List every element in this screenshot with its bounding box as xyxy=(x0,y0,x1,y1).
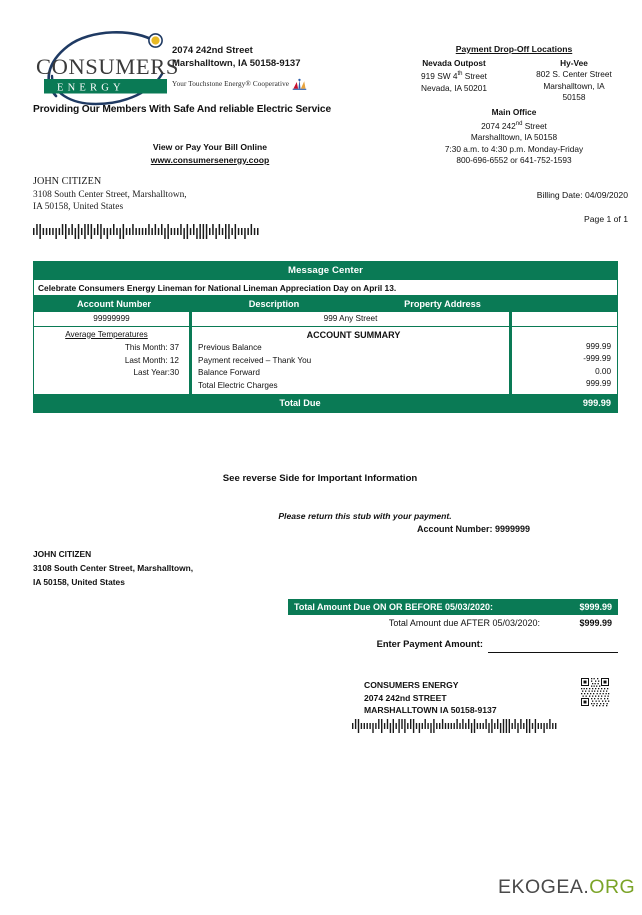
summary-amount-previous-balance: 999.99 xyxy=(585,341,611,351)
account-summary-header: ACCOUNT SUMMARY xyxy=(306,329,401,340)
main-office-street: 2074 242nd Street xyxy=(481,120,547,131)
remit-city-state-zip: MARSHALLTOWN IA 50158-9137 xyxy=(364,705,497,715)
summary-label-total-electric-charges: Total Electric Charges xyxy=(198,380,278,390)
customer-address-line1: 3108 South Center Street, Marshalltown, xyxy=(33,189,187,200)
pay-online-block xyxy=(95,141,325,167)
cell-account-number: 99999999 xyxy=(34,312,192,326)
message-center-title: Message Center xyxy=(34,262,617,279)
pay-online-url-link[interactable]: www.consumersenergy.coop xyxy=(150,155,270,165)
company-address xyxy=(172,44,352,70)
main-office-city: Marshalltown, IA 50158 xyxy=(470,131,558,142)
due-after-label: Total Amount due AFTER 05/03/2020: xyxy=(388,617,540,628)
summary-label-previous-balance: Previous Balance xyxy=(198,343,262,352)
dropoff-hyvee-city: Marshalltown, IA xyxy=(543,80,605,91)
page-number: Page 1 of 1 xyxy=(584,214,628,224)
account-summary-amounts xyxy=(512,327,617,395)
cell-property-address: 999 Any Street xyxy=(192,312,512,326)
cell-spacer xyxy=(512,312,617,326)
column-header-account-number: Account Number xyxy=(76,298,152,309)
dropoff-hyvee-street: 802 S. Center Street xyxy=(536,69,612,80)
average-temperatures-panel xyxy=(34,327,192,395)
stub-customer-address-line1: 3108 South Center Street, Marshalltown, xyxy=(33,563,194,573)
temperature-last-year: Last Year:30 xyxy=(133,368,179,377)
table-header-row xyxy=(34,296,617,312)
column-header-description: Description xyxy=(248,298,300,309)
total-due-row xyxy=(34,394,617,412)
touchstone-label: Your Touchstone Energy® Cooperative xyxy=(172,80,290,88)
enter-payment-amount-label: Enter Payment Amount: xyxy=(376,638,483,649)
customer-address-line2: IA 50158, United States xyxy=(33,202,124,213)
remit-company-name: CONSUMERS ENERGY xyxy=(364,680,459,690)
stub-customer-address-line2: IA 50158, United States xyxy=(33,577,125,587)
return-stub-note: Please return this stub with your payment. xyxy=(278,511,452,521)
qr-code xyxy=(580,677,610,707)
due-before-label: Total Amount Due ON OR BEFORE 05/03/2020: xyxy=(294,601,494,612)
intelligent-mail-barcode-top xyxy=(33,222,259,242)
main-office-hours: 7:30 a.m. to 4:30 p.m. Monday-Friday xyxy=(444,143,584,154)
total-due-label: Total Due xyxy=(279,398,321,408)
company-tagline: Providing Our Members With Safe And reliable Electric Service xyxy=(33,104,332,115)
main-office-phone: 800-696-6552 or 641-752-1593 xyxy=(456,155,572,166)
customer-name: JOHN CITIZEN xyxy=(33,176,102,187)
dropoff-title: Payment Drop-Off Locations xyxy=(455,44,573,54)
stub-customer-name: JOHN CITIZEN xyxy=(33,549,92,559)
summary-amount-payment-received: -999.99 xyxy=(583,354,611,363)
billing-date: Billing Date: 04/09/2020 xyxy=(536,190,628,200)
svg-text:CONSUMERS: CONSUMERS xyxy=(36,54,179,79)
dropoff-location-nevada xyxy=(400,58,508,104)
summary-label-balance-forward: Balance Forward xyxy=(198,368,260,377)
dropoff-main-office xyxy=(400,107,628,167)
enter-payment-amount-field[interactable] xyxy=(488,652,618,653)
company-address-line1: 2074 242nd Street xyxy=(172,45,253,56)
customer-address-block xyxy=(33,176,293,214)
touchstone-energy-cooperative-logo xyxy=(172,73,307,95)
message-center-message: Celebrate Consumers Energy Lineman for National Lineman Appreciation Day on April 13. xyxy=(34,279,617,296)
dropoff-location-hyvee xyxy=(520,58,628,104)
dropoff-hyvee-name: Hy-Vee xyxy=(560,57,588,68)
stub-customer-address-block xyxy=(33,547,293,589)
touchstone-mark-icon xyxy=(292,75,307,93)
main-office-name: Main Office xyxy=(491,106,537,117)
total-amount-due-after-row xyxy=(288,615,618,631)
account-summary-labels xyxy=(192,327,512,395)
dropoff-hyvee-zip: 50158 xyxy=(562,92,586,103)
payment-dropoff-locations xyxy=(400,44,628,167)
svg-text:ENERGY: ENERGY xyxy=(57,82,125,94)
remittance-address-block xyxy=(364,679,574,717)
company-address-line2: Marshalltown, IA 50158-9137 xyxy=(172,58,301,69)
ekogea-watermark xyxy=(498,876,635,899)
message-center-table xyxy=(33,261,618,413)
dropoff-nevada-name: Nevada Outpost xyxy=(422,57,486,68)
due-after-amount: $999.99 xyxy=(579,617,612,628)
dropoff-nevada-street: 919 SW 4th Street xyxy=(421,70,487,81)
stub-account-number: Account Number: 9999999 xyxy=(416,524,530,534)
due-before-amount: $999.99 xyxy=(579,601,612,612)
intelligent-mail-barcode-stub xyxy=(352,717,558,735)
table-row xyxy=(34,312,617,327)
watermark-part1: EKOGEA. xyxy=(498,876,590,898)
average-temperatures-header: Average Temperatures xyxy=(65,329,148,339)
remit-street: 2074 242nd STREET xyxy=(364,692,447,703)
total-amount-due-before-row xyxy=(288,599,618,615)
pay-online-label: View or Pay Your Bill Online xyxy=(152,142,268,152)
summary-amount-total-electric-charges: 999.99 xyxy=(585,379,611,388)
total-due-amount: 999.99 xyxy=(582,398,611,408)
amounts-header-spacer xyxy=(512,329,611,341)
see-reverse-note: See reverse Side for Important Information xyxy=(222,473,418,484)
watermark-part2: ORG xyxy=(589,876,636,898)
dropoff-nevada-city: Nevada, IA 50201 xyxy=(421,82,487,93)
consumers-energy-logo xyxy=(30,30,180,108)
summary-body xyxy=(34,327,617,395)
column-header-property-address: Property Address xyxy=(404,298,481,309)
summary-label-payment-received: Payment received – Thank You xyxy=(198,355,312,365)
temperature-this-month: This Month: 37 xyxy=(124,343,179,352)
temperature-last-month: Last Month: 12 xyxy=(124,355,179,365)
summary-amount-balance-forward: 0.00 xyxy=(595,366,611,376)
